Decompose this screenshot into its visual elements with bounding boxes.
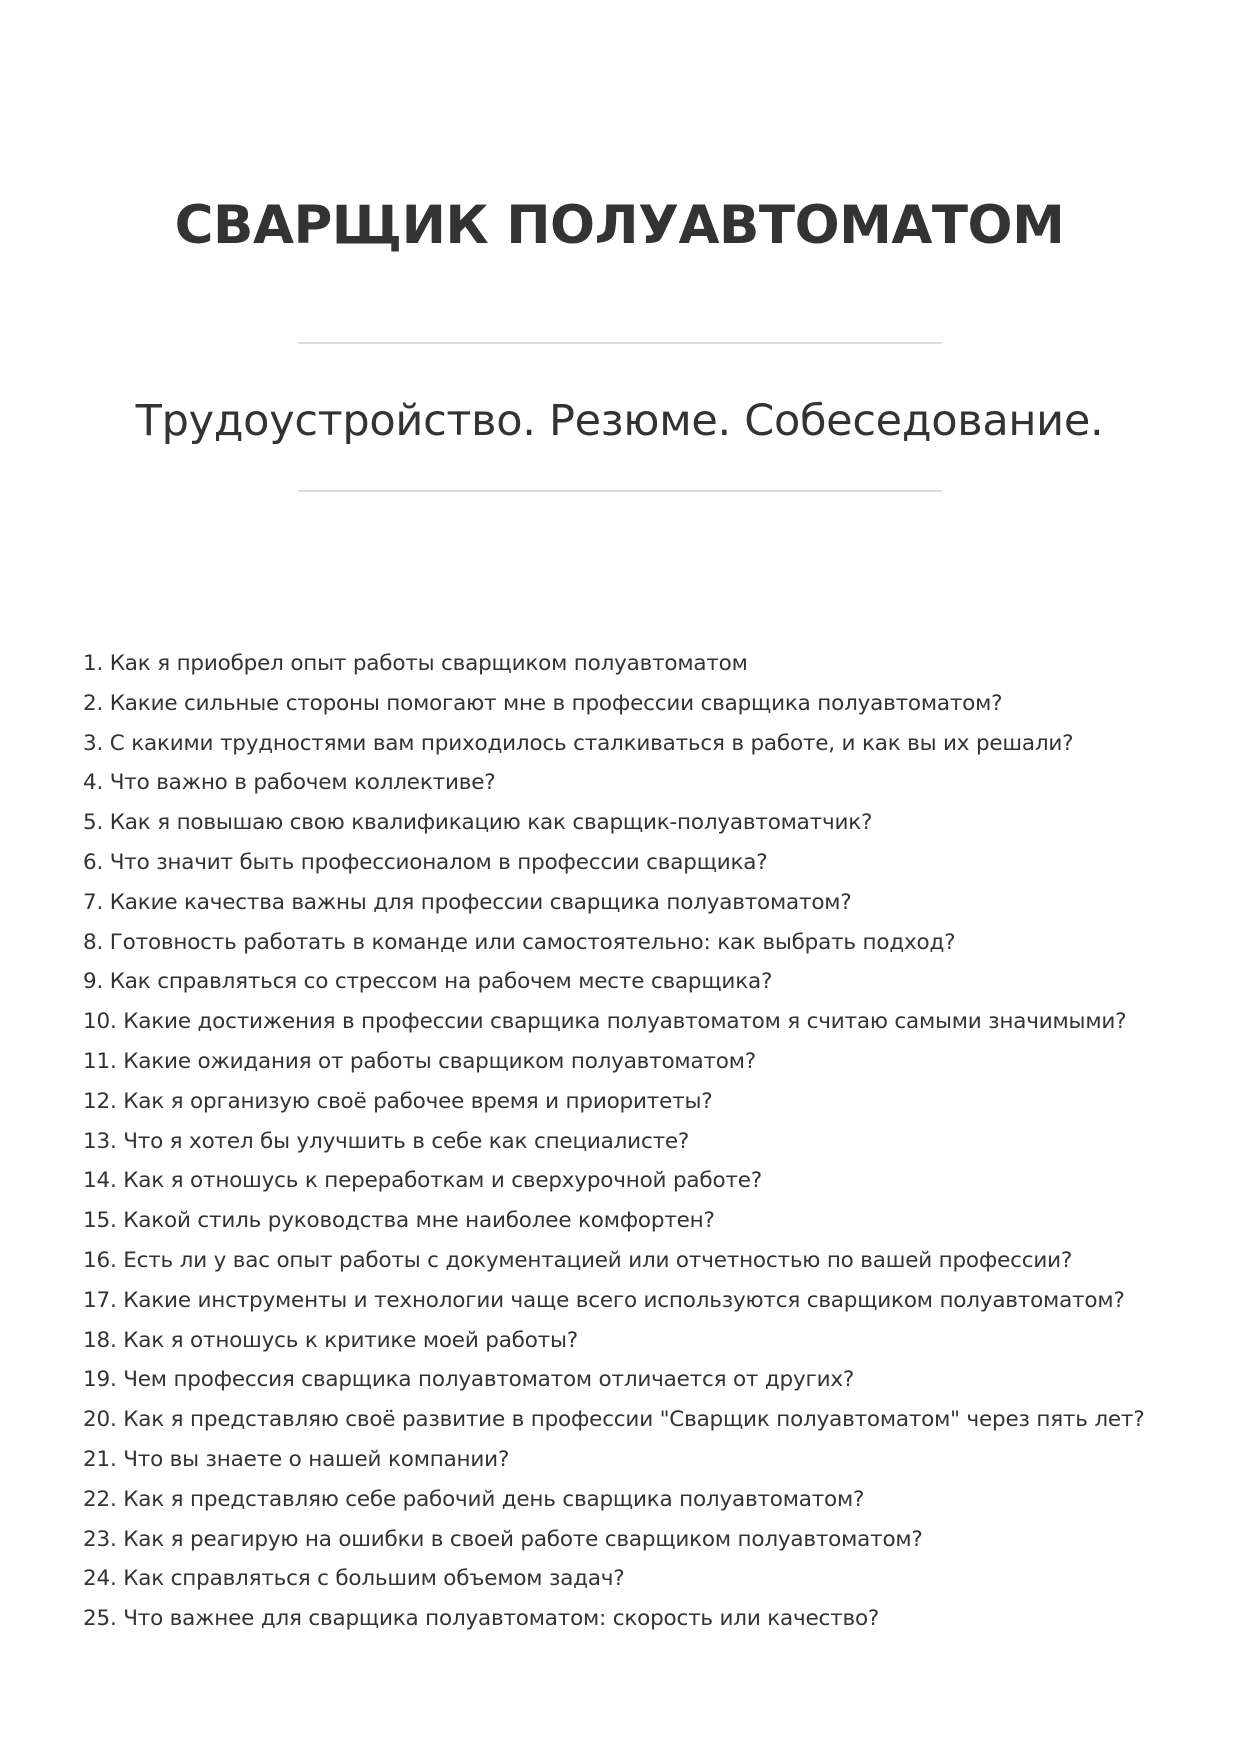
question-item: 3. С какими трудностями вам приходилось сталкиваться в работе, и как вы их решали? [83,730,1074,756]
bottom-divider [298,490,942,492]
question-item: 25. Что важнее для сварщика полуавтоматом: скорость или качество? [83,1606,880,1632]
question-item: 15. Какой стиль руководства мне наиболее комфортен? [83,1208,715,1234]
page-title: СВАРЩИК ПОЛУАВТОМАТОМ [174,195,1065,256]
question-item: 17. Какие инструменты и технологии чаще всего используются сварщиком полуавтоматом? [83,1287,1125,1313]
question-item: 11. Какие ожидания от работы сварщиком полуавтоматом? [83,1048,756,1074]
question-item: 5. Как я повышаю свою квалификацию как сварщик-полуавтоматчик? [83,810,873,836]
question-item: 1. Как я приобрел опыт работы сварщиком полуавтоматом [83,651,748,676]
question-item: 2. Какие сильные стороны помогают мне в профессии сварщика полуавтоматом? [83,690,1003,716]
question-item: 24. Как справляться с большим объемом задач? [83,1566,625,1592]
question-item: 20. Как я представляю своё развитие в профессии "Сварщик полуавтоматом" через пять лет? [83,1407,1145,1433]
question-item: 18. Как я отношусь к критике моей работы? [83,1327,578,1353]
question-item: 19. Чем профессия сварщика полуавтоматом отличается от других? [83,1367,855,1393]
question-item: 6. Что значит быть профессионалом в профессии сварщика? [83,849,768,875]
question-item: 22. Как я представляю себе рабочий день сварщика полуавтоматом? [83,1486,865,1512]
question-item: 7. Какие качества важны для профессии сварщика полуавтоматом? [83,889,852,915]
question-list [83,644,1163,1639]
question-item: 10. Какие достижения в профессии сварщика полуавтоматом я считаю самыми значимыми? [83,1009,1127,1035]
question-item: 14. Как я отношусь к переработкам и сверхурочной работе? [83,1168,762,1194]
question-item: 13. Что я хотел бы улучшить в себе как специалисте? [83,1128,690,1154]
question-item: 21. Что вы знаете о нашей компании? [83,1446,510,1472]
question-item: 23. Как я реагирую на ошибки в своей работе сварщиком полуавтоматом? [83,1526,923,1552]
question-item: 9. Как справляться со стрессом на рабочем месте сварщика? [83,969,773,995]
question-item: 8. Готовность работать в команде или самостоятельно: как выбрать подход? [83,929,956,955]
question-item: 4. Что важно в рабочем коллективе? [83,770,496,796]
page-subtitle: Трудоустройство. Резюме. Собеседование. [135,396,1104,446]
question-item: 12. Как я организую своё рабочее время и приоритеты? [83,1088,713,1114]
top-divider [298,342,942,344]
question-item: 16. Есть ли у вас опыт работы с документацией или отчетностью по вашей профессии? [83,1247,1073,1273]
